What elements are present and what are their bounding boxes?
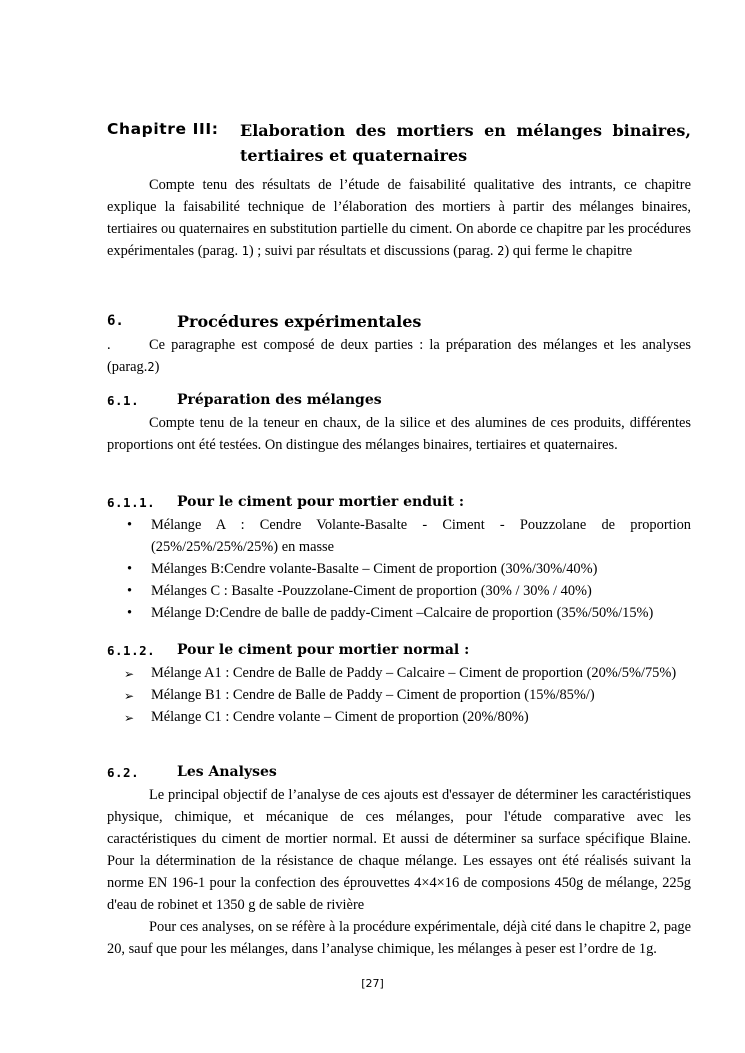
- section-6-text-a: Ce paragraphe est composé de deux parties : la préparation des mélanges et les analyses (parag.: [107, 337, 691, 375]
- section-6-2-body: [107, 784, 691, 960]
- list-item: [107, 602, 691, 624]
- list-item-text: Mélange A : Cendre Volante-Basalte - Ciment - Pouzzolane de proportion (25%/25%/25%/25%) en masse: [151, 517, 691, 555]
- section-6-1-heading: [107, 392, 691, 412]
- section-6-ref: 2: [147, 360, 155, 374]
- intro-text-a: Compte tenu des résultats de l’étude de faisabilité qualitative des intrants, ce chapitre explique la faisabilité technique de l’élaboration des mortiers à partir des mélanges binaires, tertiaires ou quaternaires en substitution partielle du ciment. On aborde ce chapitre par les procédures expérimentales (parag.: [107, 177, 691, 259]
- section-6-2-paragraph-1: Le principal objectif de l’analyse de ces ajouts est d'essayer de déterminer les caractéristiques physique, chimique, et mécanique de ces mélanges, pour l'étude comparative avec les caractéristiques du ciment de mortier normal. Et aussi de déterminer sa surface spécifique Blaine. Pour la détermination de la résistance de chaque mélange. Les essayes ont été réalisés suivant la norme EN 196-1 pour la confection des éprouvettes 4×4×16 de composions 450g de mélange, 225g d'eau de robinet et 1350 g de sable de rivière: [107, 787, 691, 913]
- bullet-icon: •: [127, 517, 133, 533]
- section-6-1-number: 6.1.: [107, 393, 140, 408]
- list-item-text: Mélange A1 : Cendre de Balle de Paddy – Calcaire – Ciment de proportion (20%/5%/75%): [151, 665, 677, 681]
- section-6-1-1-list: [107, 514, 691, 624]
- list-item: [107, 514, 691, 558]
- chapter-title-line-2: tertiaires et quaternaires: [240, 146, 468, 165]
- section-6-dot: .: [107, 337, 111, 353]
- section-6-1-2-title: Pour le ciment pour mortier normal :: [177, 642, 470, 658]
- section-6-paragraph: [107, 334, 691, 378]
- chapter-title-line-1: Elaboration des mortiers en mélanges binaires,: [240, 121, 691, 140]
- intro-ref-1: 1: [241, 244, 249, 258]
- section-6-1-2-list: [107, 662, 691, 728]
- arrow-bullet-icon: ➢: [124, 711, 135, 725]
- section-6-title: Procédures expérimentales: [177, 312, 422, 331]
- section-6-1-2-heading: [107, 642, 691, 662]
- bullet-icon: •: [127, 605, 133, 621]
- intro-ref-2: 2: [497, 244, 505, 258]
- list-item: [107, 580, 691, 602]
- list-item-text: Mélange C1 : Cendre volante – Ciment de proportion (20%/80%): [151, 709, 529, 725]
- section-6-text-b: ): [154, 359, 160, 375]
- list-item-text: Mélange D:Cendre de balle de paddy-Ciment –Calcaire de proportion (35%/50%/15%): [151, 605, 654, 621]
- section-6-1-1-heading: [107, 494, 691, 514]
- bullet-icon: •: [127, 583, 133, 599]
- section-6-1-title: Préparation des mélanges: [177, 392, 382, 408]
- section-6-2-heading: [107, 764, 691, 784]
- section-6-1-paragraph: Compte tenu de la teneur en chaux, de la silice et des alumines de ces produits, différentes proportions ont été testées. On distingue des mélanges binaires, tertiaires et quaternaires.: [107, 415, 691, 453]
- list-item-text: Mélanges B:Cendre volante-Basalte – Ciment de proportion (30%/30%/40%): [151, 561, 598, 577]
- section-6-2-number: 6.2.: [107, 765, 140, 780]
- section-6-heading: [107, 312, 691, 334]
- bullet-icon: •: [127, 561, 133, 577]
- section-6-1-2-number: 6.1.2.: [107, 643, 156, 658]
- section-6-1-1-title: Pour le ciment pour mortier enduit :: [177, 494, 465, 510]
- intro-paragraph: [107, 174, 691, 262]
- page-number: [27]: [361, 977, 384, 990]
- arrow-bullet-icon: ➢: [124, 689, 135, 703]
- section-6-1-1-number: 6.1.1.: [107, 495, 156, 510]
- section-6-2-paragraph-2: Pour ces analyses, on se réfère à la procédure expérimentale, déjà cité dans le chapitre 2, page 20, sauf que pour les mélanges, dans l’analyse chimique, les mélanges à peser est l’ordre de 1g.: [107, 919, 691, 957]
- list-item: [107, 706, 691, 728]
- list-item-text: Mélanges C : Basalte -Pouzzolane-Ciment de proportion (30% / 30% / 40%): [151, 583, 592, 599]
- list-item-text: Mélange B1 : Cendre de Balle de Paddy – Ciment de proportion (15%/85%/): [151, 687, 595, 703]
- list-item: [107, 558, 691, 580]
- chapter-label: Chapitre III:: [107, 120, 219, 138]
- chapter-title: [240, 118, 691, 168]
- section-6-2-title: Les Analyses: [177, 764, 277, 780]
- list-item: [107, 684, 691, 706]
- intro-text-b: ) ; suivi par résultats et discussions (parag.: [248, 243, 494, 259]
- list-item: [107, 662, 691, 684]
- section-6-number: 6.: [107, 313, 124, 329]
- intro-text-c: ) qui ferme le chapitre: [504, 243, 633, 259]
- arrow-bullet-icon: ➢: [124, 667, 135, 681]
